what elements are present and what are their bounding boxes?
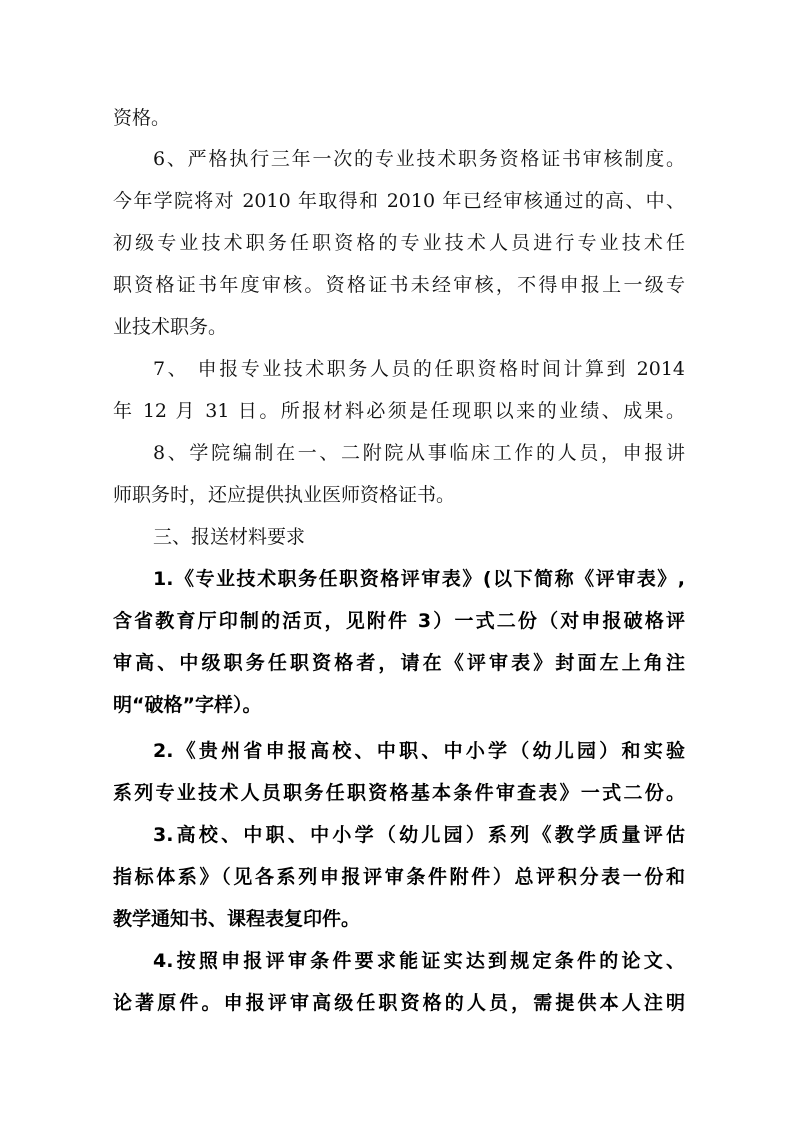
text-line-20: 教学通知书、课程表复印件。 bbox=[113, 908, 361, 930]
text-line-15: 明“破格”字样）。 bbox=[113, 694, 262, 716]
text-line-13: 含省教育厅印制的活页，见附件 3）一式二份（对申报破格评 bbox=[113, 610, 685, 632]
text-line-2: 6、严格执行三年一次的专业技术职务资格证书审核制度。 bbox=[153, 148, 685, 170]
text-line-7: 7、 申报专业技术职务人员的任职资格时间计算到 2014 bbox=[153, 358, 685, 380]
text-line-18: 3.高校、中职、中小学（幼儿园）系列《教学质量评估 bbox=[153, 824, 685, 846]
text-line-21: 4.按照申报评审条件要求能证实达到规定条件的论文、 bbox=[153, 950, 685, 972]
text-line-22: 论著原件。申报评审高级任职资格的人员，需提供本人注明 bbox=[113, 992, 685, 1014]
text-line-5: 职资格证书年度审核。资格证书未经审核，不得申报上一级专 bbox=[113, 274, 685, 296]
section-heading: 三、报送材料要求 bbox=[153, 526, 306, 548]
text-line-14: 审高、中级职务任职资格者，请在《评审表》封面左上角注 bbox=[113, 652, 685, 674]
text-line-17: 系列专业技术人员职务任职资格基本条件审查表》一式二份。 bbox=[113, 782, 685, 804]
text-line-6: 业技术职务。 bbox=[113, 316, 228, 338]
text-line-12: 1.《专业技术职务任职资格评审表》(以下简称《评审表》, bbox=[153, 568, 685, 590]
text-line-8: 年 12 月 31 日。所报材料必须是任现职以来的业绩、成果。 bbox=[113, 400, 685, 422]
text-line-10: 师职务时，还应提供执业医师资格证书。 bbox=[113, 484, 456, 506]
text-line-19: 指标体系》（见各系列申报评审条件附件）总评积分表一份和 bbox=[113, 866, 685, 888]
text-line-3: 今年学院将对 2010 年取得和 2010 年已经审核通过的高、中、 bbox=[113, 190, 685, 212]
text-line-4: 初级专业技术职务任职资格的专业技术人员进行专业技术任 bbox=[113, 232, 685, 254]
text-line-1: 资格。 bbox=[113, 107, 171, 129]
text-line-16: 2.《贵州省申报高校、中职、中小学（幼儿园）和实验 bbox=[153, 740, 685, 762]
text-line-9: 8、学院编制在一、二附院从事临床工作的人员，申报讲 bbox=[153, 442, 685, 464]
